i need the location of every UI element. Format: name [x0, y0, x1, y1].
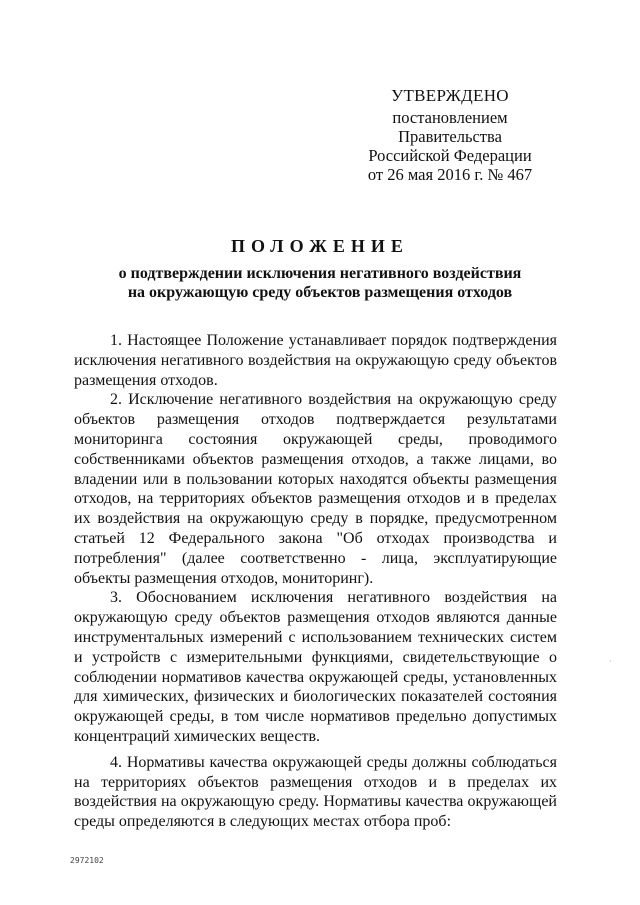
paragraph-4: 4. Нормативы качества окружающей среды должны соблюдаться на территориях объектов размещения отходов и в пределах их воздействия на окружающую среду. Нормативы качества окружающей среды определяются в следующих местах отбора проб: [74, 753, 557, 831]
paragraph-1: 1. Настоящее Положение устанавливает порядок подтверждения исключения негативного воздействия на окружающую среду объектов размещения отходов. [74, 332, 557, 389]
document-title: ПОЛОЖЕНИЕ [231, 236, 409, 256]
paragraph-3: 3. Обоснованием исключения негативного воздействия на окружающую среду объектов размещения отходов являются данные инструментальных измерений с использованием технических систем и устройств с измерительными функциями, свидетельствующие о соблюдении нормативов качества окружающей среды, установленных для химических, физических и биологических показателей состояния окружающей среды, в том числе нормативов предельно допустимых концентраций химических веществ. [74, 589, 557, 745]
subtitle-line-2: на окружающую среду объектов размещения отходов [127, 284, 513, 301]
footer-document-code: 2972102 [70, 856, 104, 865]
approval-line-3: от 26 мая 2016 г. № 467 [367, 165, 533, 184]
approval-title: УТВЕРЖДЕНО [391, 86, 509, 105]
document-subtitle [60, 264, 580, 302]
approval-stamp-block [340, 86, 560, 184]
approval-line-1: постановлением Правительства [392, 108, 508, 146]
margin-mark: · [609, 657, 612, 666]
paragraph-2: 2. Исключение негативного воздействия на окружающую среду объектов размещения отходов подтверждается результатами мониторинга состояния окружающей среды, проводимого собственниками объектов размещения отходов, а также лицами, во владении или в пользовании которых находятся объекты размещения отходов, на территориях объектов размещения отходов и в пределах их воздействия на окружающую среду в порядке, предусмотренном статьей 12 Федерального закона "Об отходах производства и потребления" (далее соответственно - лица, эксплуатирующие объекты размещения отходов, мониторинг). [74, 391, 557, 587]
subtitle-line-1: о подтверждении исключения негативного воздействия [118, 265, 522, 282]
document-body [74, 331, 557, 832]
approval-line-2: Российской Федерации [368, 146, 532, 165]
